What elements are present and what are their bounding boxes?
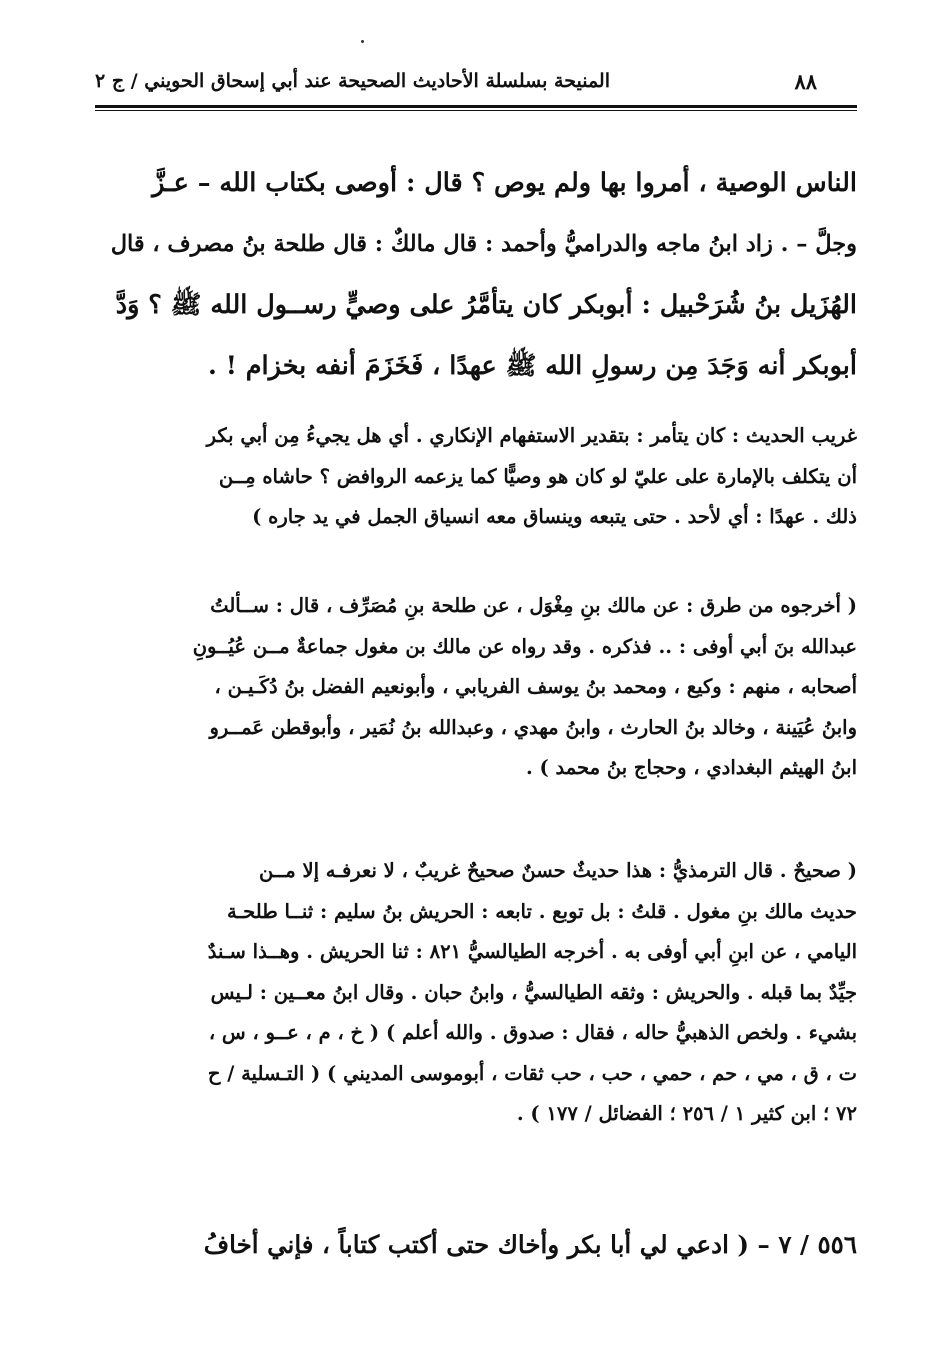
hadith-text (95, 153, 857, 397)
text-line: الهُزَيل بنُ شُرَحْبيل : أبوبكر كان يتأمَّرُ على وصيٍّ رســول الله ﷺ ؟ وَدَّ (115, 290, 857, 320)
text-line: عبدالله بنَ أبي أوفى : .. فذكره . وقد رواه عن مالك بن مغول جماعةٌ مــن عُيُــونِ (192, 634, 857, 658)
text-line: ٧٢ ؛ ابن كثير ١ / ٢٥٦ ؛ الفضائل / ١٧٧ ) . (516, 1102, 857, 1125)
running-title: المنيحة بسلسلة الأحاديث الصحيحة عند أبي إسحاق الحويني / ج ٢ (95, 70, 610, 92)
text-line: ( أخرجوه من طرق : عن مالك بنِ مِغْوَل ، عن طلحة بنِ مُصَرِّف ، قال : ســألتُ (210, 594, 857, 617)
text-line: بشيء . ولخص الذهبيُّ حاله ، فقال : صدوق . والله أعلم ) ( خ ، م ، عــو ، س ، (208, 1021, 857, 1044)
ink-dot (361, 40, 364, 43)
text-line: الناس الوصية ، أمروا بها ولم يوص ؟ قال : أوصى بكتاب الله – عـزَّ (152, 168, 857, 198)
text-line: أصحابه ، منهم : وكيع ، ومحمد بنُ يوسف الفريابي ، وأبونعيم الفضل بنُ دُكَـيـن ، (214, 675, 857, 698)
text-line: ذلك . عهدًا : أي لأحد . حتى يتبعه وينساق معه انسياق الجمل في يد جاره ) (252, 505, 857, 528)
text-line: غريب الحديث : كان يتأمر : بتقدير الاستفهام الإنكاري . أي هل يجيءُ مِن أبي بكر (206, 424, 857, 447)
text-line: ٥٥٦ / ٧ – ( ادعي لي أبا بكر وأخاك حتى أكتب كتاباً ، فإني أخافُ (203, 1230, 857, 1259)
gharib-note (95, 416, 857, 538)
text-line: أبوبكر أنه وَجَدَ مِن رسولِ الله ﷺ عهدًا ، فَخَزَمَ أنفه بخزام ! . (207, 351, 857, 381)
text-line: وابنُ عُيَينة ، وخالد بنُ الحارث ، وابنُ مهدي ، وعبدالله بنُ نُمَير ، وأبوقطن عَمــرو (209, 715, 857, 739)
text-line: ( صحيحٌ . قال الترمذيُّ : هذا حديثٌ حسنٌ صحيحٌ غريبٌ ، لا نعرفـه إلا مــن (258, 859, 857, 882)
text-line: حديث مالك بنِ مغول . قلتُ : بل توبع . تابعه : الحريش بنُ سليم : ثنــا طلحـة (227, 899, 857, 923)
text-line: ت ، ق ، مي ، حم ، حمي ، حب ، حب ثقات ، أبوموسى المديني ) ( التـسلية / ح (207, 1061, 857, 1085)
book-page (95, 55, 857, 1315)
next-hadith (95, 1217, 857, 1273)
grading-note (95, 851, 857, 1135)
takhrij-note (95, 586, 857, 789)
text-line: جيِّدٌ بما قبله . والحريش : وثقه الطيالسيُّ ، وابنُ حبان . وقال ابنُ معــين : لـيس (210, 980, 857, 1004)
running-header (95, 63, 857, 99)
text-line: وجلَّ – . زاد ابنُ ماجه والدراميُّ وأحمد : قال مالكٌ : قال طلحة بنُ مصرف ، قال (110, 231, 857, 257)
text-line: أن يتكلف بالإمارة على عليّ لو كان هو وصيًّا كما يزعمه الروافض ؟ حاشاه مِــن (218, 464, 857, 488)
text-line: اليامي ، عن ابنِ أبي أوفى به . أخرجه الطيالسيُّ ٨٢١ : ثنا الحريش . وهــذا سـندٌ (207, 940, 857, 963)
header-rule (95, 105, 857, 111)
text-line: ابنُ الهيثم البغدادي ، وحجاج بنُ محمد ) . (525, 756, 857, 779)
page-number: ٨٨ (794, 68, 817, 94)
